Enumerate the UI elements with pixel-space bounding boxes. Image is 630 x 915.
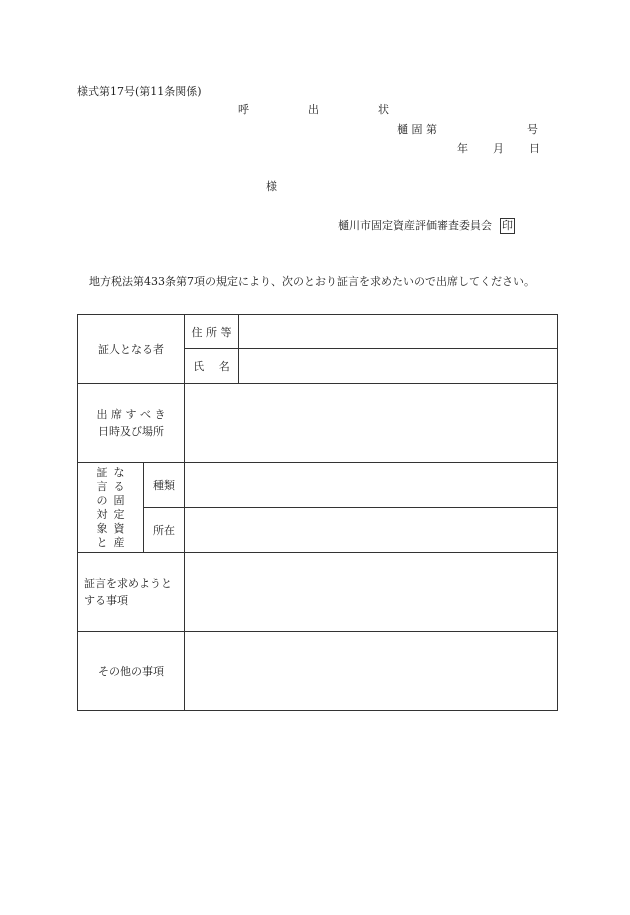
property-label-char: の	[96, 493, 108, 507]
document-number-suffix: 号	[527, 123, 538, 136]
property-label-col-2	[114, 466, 125, 550]
name-field[interactable]	[239, 349, 558, 384]
addressee-suffix: 様	[266, 180, 277, 193]
address-field[interactable]	[239, 315, 558, 349]
document-number-prefix: 樋 固 第	[397, 123, 437, 136]
attendance-label	[78, 384, 185, 463]
other-matters-field[interactable]	[185, 632, 558, 711]
property-label-char: 定	[113, 507, 125, 521]
property-label-char: る	[113, 479, 125, 493]
witness-label: 証人となる者	[78, 315, 185, 384]
date-month: 月	[493, 142, 504, 155]
attendance-label-line-1: 出 席 す べ き	[96, 408, 166, 421]
type-label: 種類	[144, 463, 185, 508]
property-label-char: 象	[96, 521, 108, 535]
seal-mark: 印	[502, 219, 513, 232]
testimony-matter-label-line-1: 証言を求めようと	[84, 577, 172, 590]
issuer-name: 樋川市固定資産評価審査委員会	[338, 219, 492, 232]
address-label: 住 所 等	[185, 315, 239, 349]
property-label-col-1	[97, 466, 108, 550]
property-label-char: 証	[96, 465, 108, 479]
property-label-char: 固	[113, 493, 125, 507]
property-label	[78, 463, 144, 553]
property-label-char: 産	[113, 535, 125, 549]
property-label-char: 資	[113, 521, 125, 535]
property-label-char: と	[96, 535, 108, 549]
testimony-matter-label	[78, 553, 185, 632]
summons-form-table	[77, 314, 558, 711]
testimony-matter-field[interactable]	[185, 553, 558, 632]
body-text: 地方税法第433条第7項の規定により、次のとおり証言を求めたいので出席してください。	[89, 275, 535, 288]
date-year: 年	[457, 142, 468, 155]
location-field[interactable]	[185, 508, 558, 553]
title-char-1: 呼	[238, 103, 249, 116]
attendance-label-line-2: 日時及び場所	[98, 425, 164, 438]
property-label-char: 対	[96, 507, 108, 521]
name-label: 氏 名	[185, 349, 239, 384]
location-label: 所在	[144, 508, 185, 553]
title-char-2: 出	[308, 103, 319, 116]
date-day: 日	[529, 142, 540, 155]
title-char-3: 状	[378, 103, 389, 116]
issuer-line	[338, 218, 515, 234]
other-matters-label: その他の事項	[78, 632, 185, 711]
attendance-field[interactable]	[185, 384, 558, 463]
property-label-char: 言	[96, 479, 108, 493]
form-number: 様式第17号(第11条関係)	[77, 85, 202, 98]
type-field[interactable]	[185, 463, 558, 508]
property-label-char: な	[113, 465, 125, 479]
testimony-matter-label-line-2: する事項	[84, 594, 128, 607]
